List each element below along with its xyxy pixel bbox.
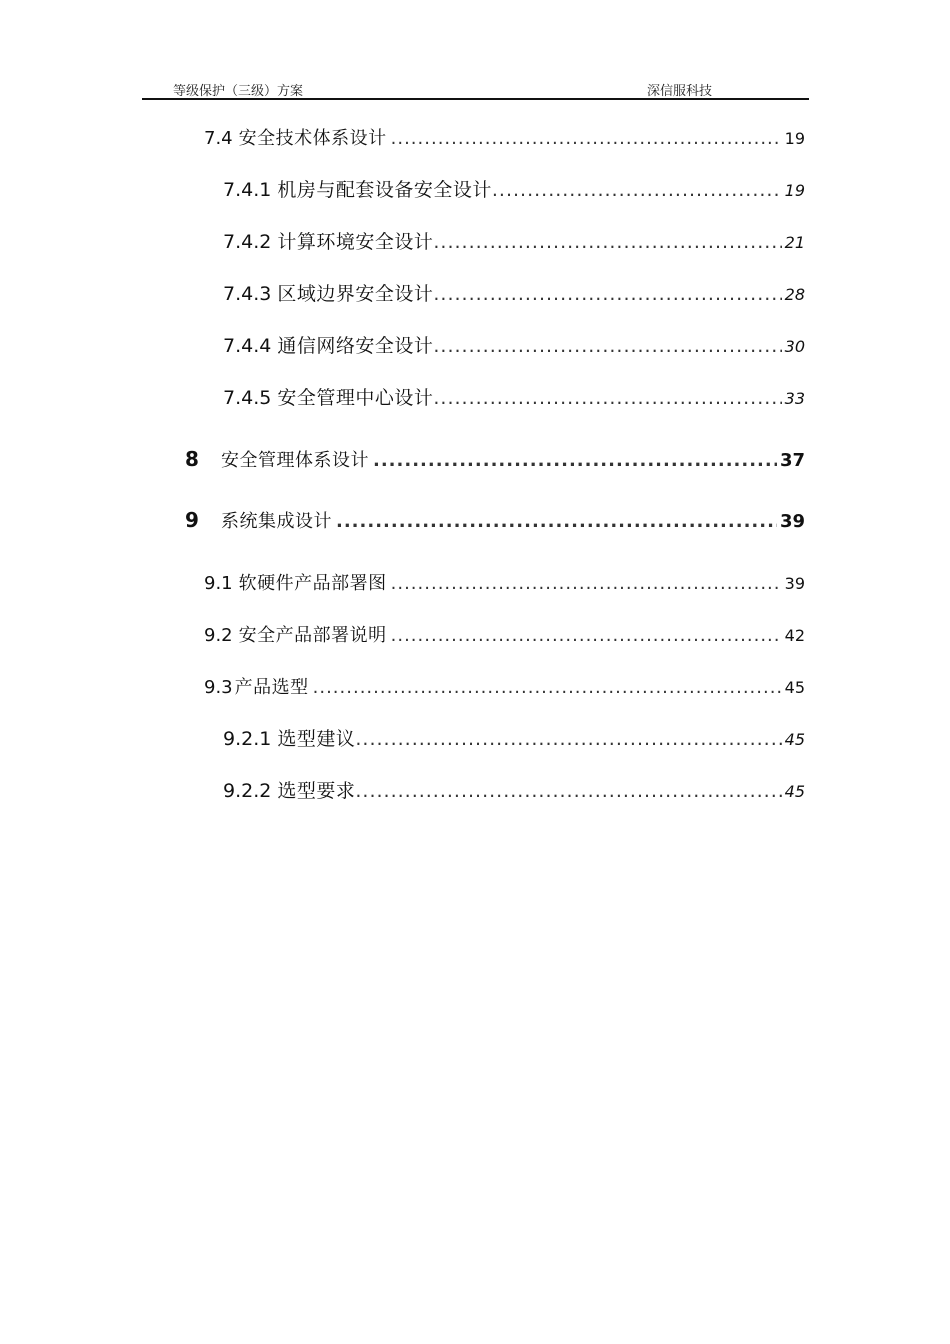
toc-leader — [373, 450, 777, 471]
toc-title: 系统集成设计 — [221, 511, 332, 532]
toc-title: 区域边界安全设计 — [277, 283, 434, 305]
toc-leader — [433, 335, 781, 357]
toc-leader — [391, 128, 782, 149]
toc-number: 7.4 — [204, 128, 233, 149]
toc-number: 8 — [185, 447, 199, 471]
toc-number: 7.4.2 — [223, 231, 272, 253]
toc-number: 9.2 — [204, 625, 233, 646]
toc-title: 安全管理中心设计 — [277, 387, 434, 409]
toc-entry-7-4-1[interactable] — [223, 175, 805, 202]
toc-title: 安全管理体系设计 — [221, 450, 369, 471]
toc-title: 计算环境安全设计 — [277, 231, 434, 253]
toc-leader — [492, 179, 782, 201]
toc-entry-9-3[interactable] — [204, 673, 805, 699]
toc-number: 7.4.3 — [223, 283, 272, 305]
toc-page: 45 — [784, 782, 805, 801]
toc-page: 30 — [784, 337, 805, 356]
toc-page: 28 — [784, 285, 805, 304]
toc-title: 软硬件产品部署图 — [238, 573, 387, 594]
toc-title: 机房与配套设备安全设计 — [277, 179, 492, 201]
toc-leader — [391, 625, 782, 646]
toc-page: 42 — [784, 626, 805, 645]
toc-page: 19 — [784, 181, 805, 200]
toc-number: 9.2.1 — [223, 728, 272, 750]
toc-title: 选型要求 — [277, 780, 356, 802]
toc-title: 选型建议 — [277, 728, 356, 750]
toc-leader — [391, 573, 782, 594]
toc-leader — [336, 511, 777, 532]
toc-entry-7-4-3[interactable] — [223, 279, 805, 306]
toc-title: 安全技术体系设计 — [238, 128, 387, 149]
toc-entry-9[interactable] — [185, 507, 805, 533]
toc-entry-8[interactable] — [185, 446, 805, 472]
toc-page: 19 — [784, 129, 805, 148]
toc-leader — [355, 728, 781, 750]
toc-number: 9.1 — [204, 573, 233, 594]
page-header — [142, 78, 809, 100]
toc-entry-9-2[interactable] — [204, 621, 805, 647]
toc-entry-7-4[interactable] — [204, 124, 805, 150]
toc-number: 9.2.2 — [223, 780, 272, 802]
toc-page: 39 — [784, 574, 805, 593]
toc-page: 21 — [784, 233, 805, 252]
header-doc-title: 等级保护（三级）方案 — [173, 84, 304, 99]
toc-number: 7.4.4 — [223, 335, 272, 357]
toc-page: 45 — [784, 678, 805, 697]
toc-page: 33 — [784, 389, 805, 408]
toc-number: 7.4.5 — [223, 387, 272, 409]
toc-title: 产品选型 — [234, 677, 309, 698]
toc-page: 39 — [779, 511, 805, 532]
toc-title: 安全产品部署说明 — [238, 625, 387, 646]
toc-entry-9-1[interactable] — [204, 569, 805, 595]
toc-number: 9 — [185, 508, 199, 532]
header-company: 深信服科技 — [647, 84, 713, 99]
toc-entry-9-2-1[interactable] — [223, 724, 805, 751]
toc-number: 9.3 — [204, 677, 233, 698]
toc-leader — [433, 387, 781, 409]
toc-entry-9-2-2[interactable] — [223, 776, 805, 803]
toc-number: 7.4.1 — [223, 179, 272, 201]
toc-title: 通信网络安全设计 — [277, 335, 434, 357]
toc-leader — [433, 283, 781, 305]
toc-entry-7-4-4[interactable] — [223, 331, 805, 358]
toc-page: 45 — [784, 730, 805, 749]
toc-leader — [313, 677, 782, 698]
toc-page: 37 — [779, 450, 805, 471]
toc-entry-7-4-5[interactable] — [223, 383, 805, 410]
toc-leader — [433, 231, 781, 253]
toc-leader — [355, 780, 781, 802]
toc-entry-7-4-2[interactable] — [223, 227, 805, 254]
